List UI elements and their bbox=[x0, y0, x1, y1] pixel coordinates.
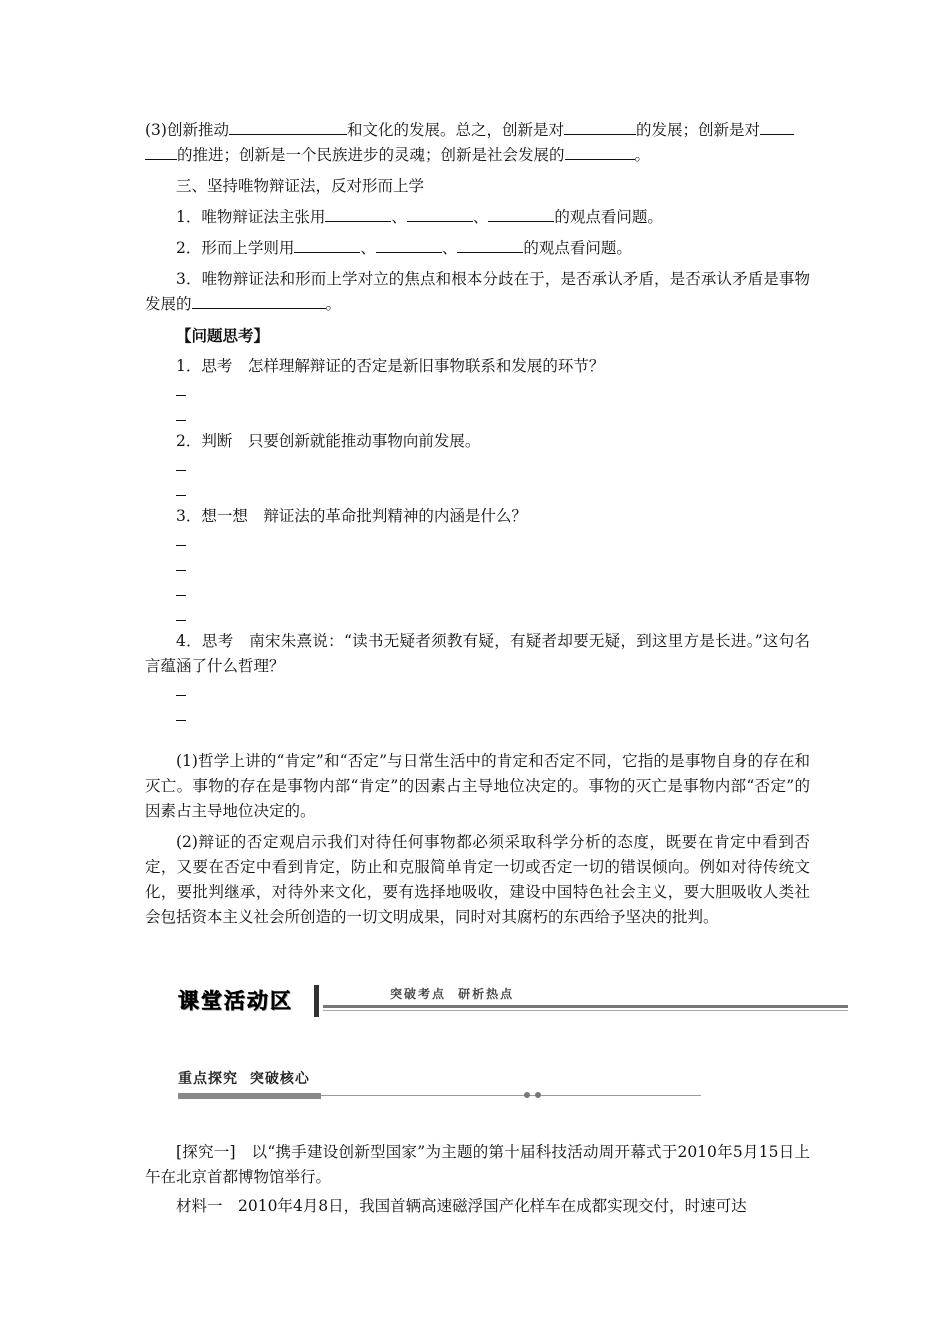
banner-rule-thin bbox=[323, 1010, 848, 1011]
fill-blank[interactable] bbox=[407, 205, 473, 222]
fill-blank[interactable] bbox=[760, 118, 794, 135]
dot-icon bbox=[535, 1092, 541, 1098]
banner-divider bbox=[314, 985, 319, 1017]
section3-item1: 1．唯物辩证法主张用 、 、 的观点看问题。 bbox=[145, 205, 810, 230]
question-3: 3．想一想 辩证法的革命批判精神的内涵是什么？ bbox=[176, 507, 527, 525]
question-4: 4．思考 南宋朱熹说：“读书无疑者须教有疑，有疑者却要无疑，到这里方是长进。”这句名言蕴涵了什么哲理？ bbox=[145, 632, 810, 675]
explore-1: [探究一] 以“携手建设创新型国家”为主题的第十届科技活动周开幕式于2010年5月15日上午在北京首都博物馆举行。 bbox=[145, 1143, 810, 1186]
explore-section bbox=[145, 1140, 810, 1219]
fill-blank[interactable] bbox=[145, 143, 177, 160]
answer-line[interactable] bbox=[145, 604, 810, 629]
fill-blank[interactable] bbox=[192, 292, 326, 309]
material-1: 材料一 2010年4月8日，我国首辆高速磁浮国产化样车在成都实现交付，时速可达 bbox=[176, 1197, 747, 1215]
sub-banner bbox=[178, 1068, 548, 1104]
banner-rule bbox=[323, 1005, 848, 1008]
sub-banner-line bbox=[321, 1095, 701, 1096]
answer-line[interactable] bbox=[145, 704, 810, 729]
fill-blank[interactable] bbox=[488, 205, 554, 222]
answer-paragraph-1: (1)哲学上讲的“肯定”和“否定”与日常生活中的肯定和否定不同，它指的是事物自身的存在和灭亡。事物的存在是事物内部“肯定”的因素占主导地位决定的。事物的灭亡是事物内部“否定”的因素占主导地位决定的。 bbox=[145, 752, 810, 820]
fill-blank[interactable] bbox=[564, 118, 636, 135]
section2-item3: (3)创新推动 和文化的发展。总之，创新是对 的发展；创新是对 的推进；创新是一个民族进步的灵魂；创新是社会发展的 。 bbox=[145, 118, 810, 168]
answer-line[interactable] bbox=[145, 379, 810, 404]
document-body bbox=[145, 118, 810, 930]
sub-banner-bar bbox=[178, 1093, 321, 1099]
fill-blank[interactable] bbox=[457, 236, 523, 253]
section3-item3: 3．唯物辩证法和形而上学对立的焦点和根本分歧在于，是否承认矛盾，是否承认矛盾是事物发展的 。 bbox=[145, 270, 810, 313]
banner-title: 课堂活动区 bbox=[178, 989, 293, 1013]
sub-banner-title: 重点探究 突破核心 bbox=[178, 1071, 310, 1087]
fill-blank[interactable] bbox=[376, 236, 442, 253]
banner-subtitle: 突破考点 研析热点 bbox=[390, 987, 515, 1001]
question-2: 2．判断 只要创新就能推动事物向前发展。 bbox=[176, 432, 481, 450]
answer-line[interactable] bbox=[145, 529, 810, 554]
question-1: 1．思考 怎样理解辩证的否定是新旧事物联系和发展的环节？ bbox=[176, 357, 605, 375]
fill-blank[interactable] bbox=[294, 236, 360, 253]
answer-line[interactable] bbox=[145, 404, 810, 429]
answer-line[interactable] bbox=[145, 479, 810, 504]
section3-title: 三、坚持唯物辩证法，反对形而上学 bbox=[176, 177, 425, 195]
fill-blank[interactable] bbox=[565, 143, 635, 160]
answer-line[interactable] bbox=[145, 454, 810, 479]
questions-header: 【问题思考】 bbox=[176, 326, 270, 345]
dot-icon bbox=[524, 1092, 530, 1098]
answer-line[interactable] bbox=[145, 679, 810, 704]
section-banner bbox=[178, 983, 848, 1023]
section3-item2: 2．形而上学则用 、 、 的观点看问题。 bbox=[145, 236, 810, 261]
answer-line[interactable] bbox=[145, 579, 810, 604]
answer-paragraph-2: (2)辩证的否定观启示我们对待任何事物都必须采取科学分析的态度，既要在肯定中看到否定，又要在否定中看到肯定，防止和克服简单肯定一切或否定一切的错误倾向。例如对待传统文化，要批判继承，对待外来文化，要有选择地吸收，建设中国特色社会主义，要大胆吸收人类社会包括资本主义社会所创造的一切文明成果，同时对其腐朽的东西给予坚决的批判。 bbox=[145, 833, 810, 926]
fill-blank[interactable] bbox=[229, 118, 347, 135]
fill-blank[interactable] bbox=[325, 205, 391, 222]
answer-line[interactable] bbox=[145, 554, 810, 579]
